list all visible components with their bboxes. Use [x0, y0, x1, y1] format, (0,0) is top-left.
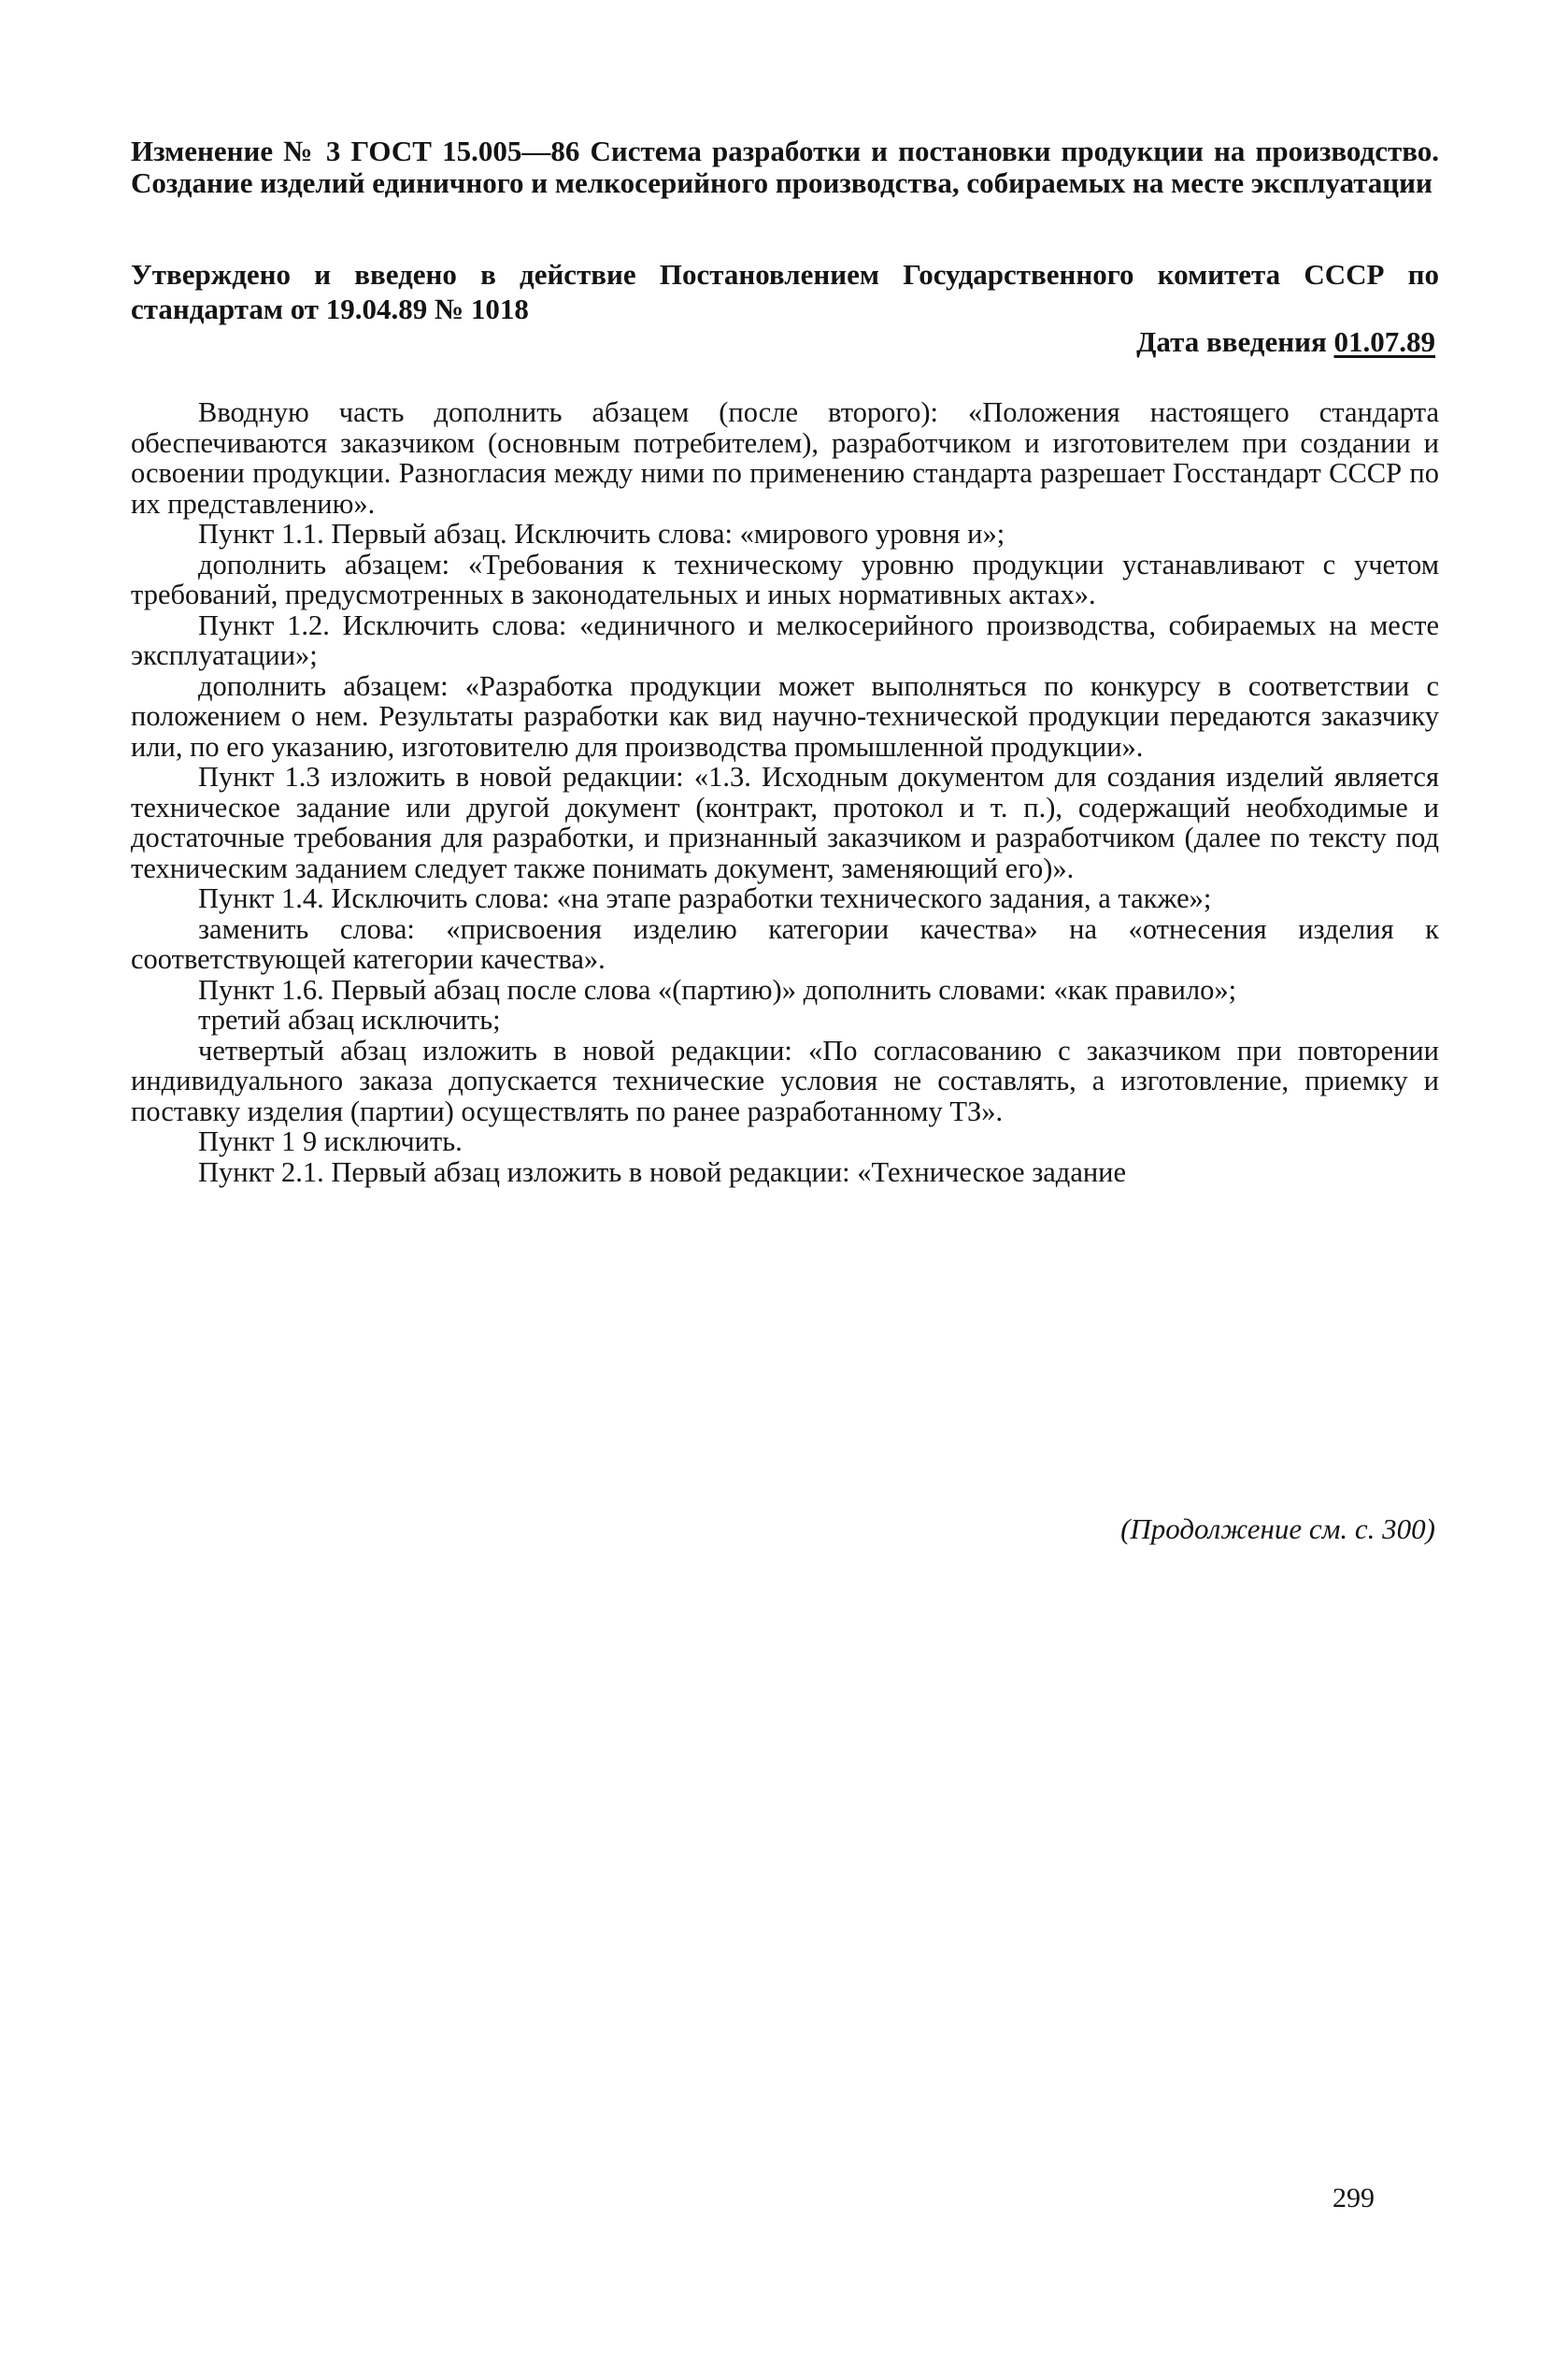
body-paragraph: Пункт 1.6. Первый абзац после слова «(партию)» дополнить словами: «как правило»;	[198, 973, 1237, 1006]
body-paragraph: Пункт 1.2. Исключить слова: «единичного и мелкосерийного производства, собираемых на месте эксплуатации»;	[131, 609, 1439, 671]
document-title: Изменение № 3 ГОСТ 15.005—86 Система разработки и постановки продукции на производство. Создание изделий единичного и мелкосерийного производства, собираемых на месте эксплуатации	[131, 135, 1439, 199]
introduction-date-value: 01.07.89	[1333, 325, 1435, 358]
page-number: 299	[1333, 2183, 1375, 2213]
continuation-note: (Продолжение см. с. 300)	[1120, 1512, 1435, 1545]
body-paragraph: третий абзац исключить;	[198, 1004, 501, 1036]
introduction-date-label: Дата введения	[1136, 325, 1327, 358]
body-paragraph: Пункт 2.1. Первый абзац изложить в новой редакции: «Техническое задание	[198, 1155, 1127, 1188]
body-paragraph: Пункт 1.3 изложить в новой редакции: «1.3. Исходным документом для создания изделий является техническое задание или другой документ (контракт, протокол и т. п.), содержащий необходимые и достаточные требования для разработки, и признанный заказчиком и разработчиком (далее по тексту под техническим заданием следует также понимать документ, заменяющий его)».	[131, 761, 1439, 884]
body-paragraph: дополнить абзацем: «Разработка продукции может выполняться по конкурсу в соответствии с положением о нем. Результаты разработки как вид научно-технической продукции передаются заказчику или, по его указанию, изготовителю для производства промышленной продукции».	[131, 669, 1439, 763]
introduction-date	[1136, 324, 1435, 359]
body-paragraph: Пункт 1.4. Исключить слова: «на этапе разработки технического задания, а также»;	[198, 882, 1212, 914]
body-paragraph: четвертый абзац изложить в новой редакции: «По согласованию с заказчиком при повторении индивидуального заказа допускается технические условия не составлять, а изготовление, приемку и поставку изделия (партии) осуществлять по ранее разработанному ТЗ».	[131, 1034, 1439, 1127]
body-paragraph: заменить слова: «присвоения изделию категории качества» на «отнесения изделия к соответствующей категории качества».	[131, 912, 1439, 975]
body-paragraph: Пункт 1.1. Первый абзац. Исключить слова: «мирового уровня и»;	[198, 518, 1005, 550]
approval-statement: Утверждено и введено в действие Постановлением Государственного комитета СССР по стандартам от 19.04.89 № 1018	[131, 258, 1439, 325]
body-paragraph: дополнить абзацем: «Требования к техническому уровню продукции устанавливают с учетом требований, предусмотренных в законодательных и иных нормативных актах».	[131, 548, 1439, 610]
body-paragraph: Вводную часть дополнить абзацем (после второго): «Положения настоящего стандарта обеспечиваются заказчиком (основным потребителем), разработчиком и изготовителем при создании и освоении продукции. Разногласия между ними по применению стандарта разрешает Госстандарт СССР по их представлению».	[131, 396, 1439, 520]
body-paragraph: Пункт 1 9 исключить.	[198, 1125, 463, 1157]
document-body	[131, 397, 1439, 1187]
